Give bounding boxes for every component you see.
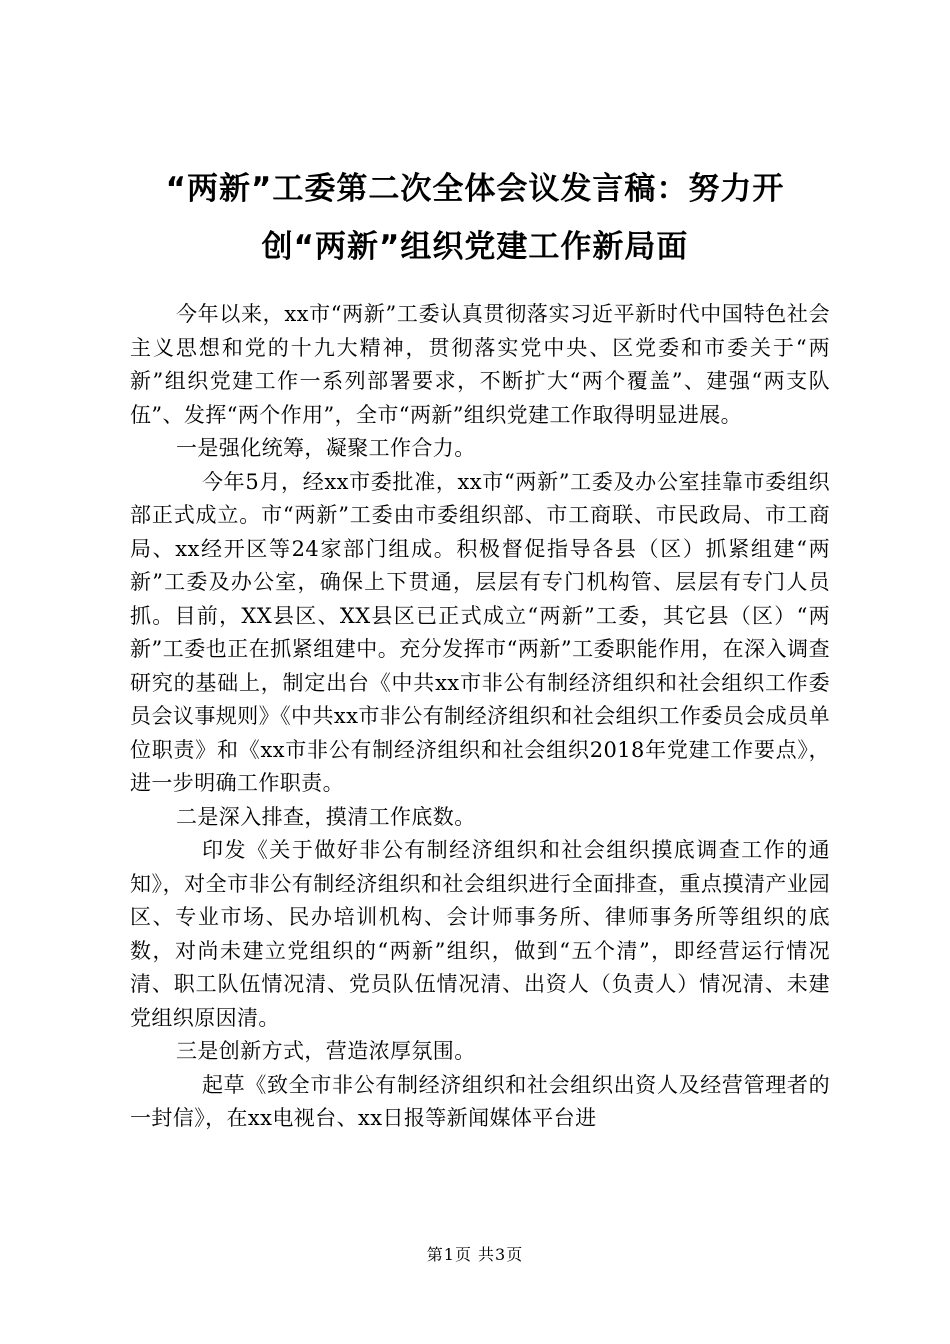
intro-paragraph: 今年以来，xx市“两新”工委认真贯彻落实习近平新时代中国特色社会主义思想和党的十九大精神，贯彻落实党中央、区党委和市委关于“两新”组织党建工作一系列部署要求，不断扩大“两个覆盖”、建强“两支队伍”、发挥“两个作用”，全市“两新”组织党建工作取得明显进展。 (130, 302, 830, 427)
document-body (130, 298, 830, 1136)
section-paragraph-1: 今年5月，经xx市委批准，xx市“两新”工委及办公室挂靠市委组织部正式成立。市“两新”工委由市委组织部、市工商联、市民政局、市工商局、xx经开区等24家部门组成。积极督促指导各县（区）抓紧组建“两新”工委及办公室，确保上下贯通，层层有专门机构管、层层有专门人员抓。目前，XX县区、XX县区已正式成立“两新”工委，其它县（区）“两新”工委也正在抓紧组建中。充分发挥市“两新”工委职能作用，在深入调查研究的基础上，制定出台《中共xx市非公有制经济组织和社会组织工作委员会议事规则》《中共xx市非公有制经济组织和社会组织工作委员会成员单位职责》和《xx市非公有制经济组织和社会组织2018年党建工作要点》，进一步明确工作职责。 (130, 469, 830, 795)
section-paragraph-2: 印发《关于做好非公有制经济组织和社会组织摸底调查工作的通知》，对全市非公有制经济组织和社会组织进行全面排查，重点摸清产业园区、专业市场、民办培训机构、会计师事务所、律师事务所等组织的底数，对尚未建立党组织的“两新”组织，做到“五个清”，即经营运行情况清、职工队伍情况清、党员队伍情况清、出资人（负责人）情况清、未建党组织原因清。 (130, 838, 830, 1030)
document-title (120, 160, 830, 276)
section-paragraph-3: 起草《致全市非公有制经济组织和社会组织出资人及经营管理者的一封信》，在xx电视台、xx日报等新闻媒体平台进 (130, 1072, 830, 1130)
title-line-1: “两新”工委第二次全体会议发言稿：努力开 (165, 171, 785, 207)
page-footer: 第1页 共3页 (426, 1245, 524, 1264)
section-heading-1: 一是强化统筹，凝聚工作合力。 (176, 436, 476, 460)
section-heading-3: 三是创新方式，营造浓厚氛围。 (176, 1039, 476, 1063)
title-line-2: 创“两新”组织党建工作新局面 (261, 229, 689, 265)
section-heading-2: 二是深入排查，摸清工作底数。 (176, 804, 476, 829)
